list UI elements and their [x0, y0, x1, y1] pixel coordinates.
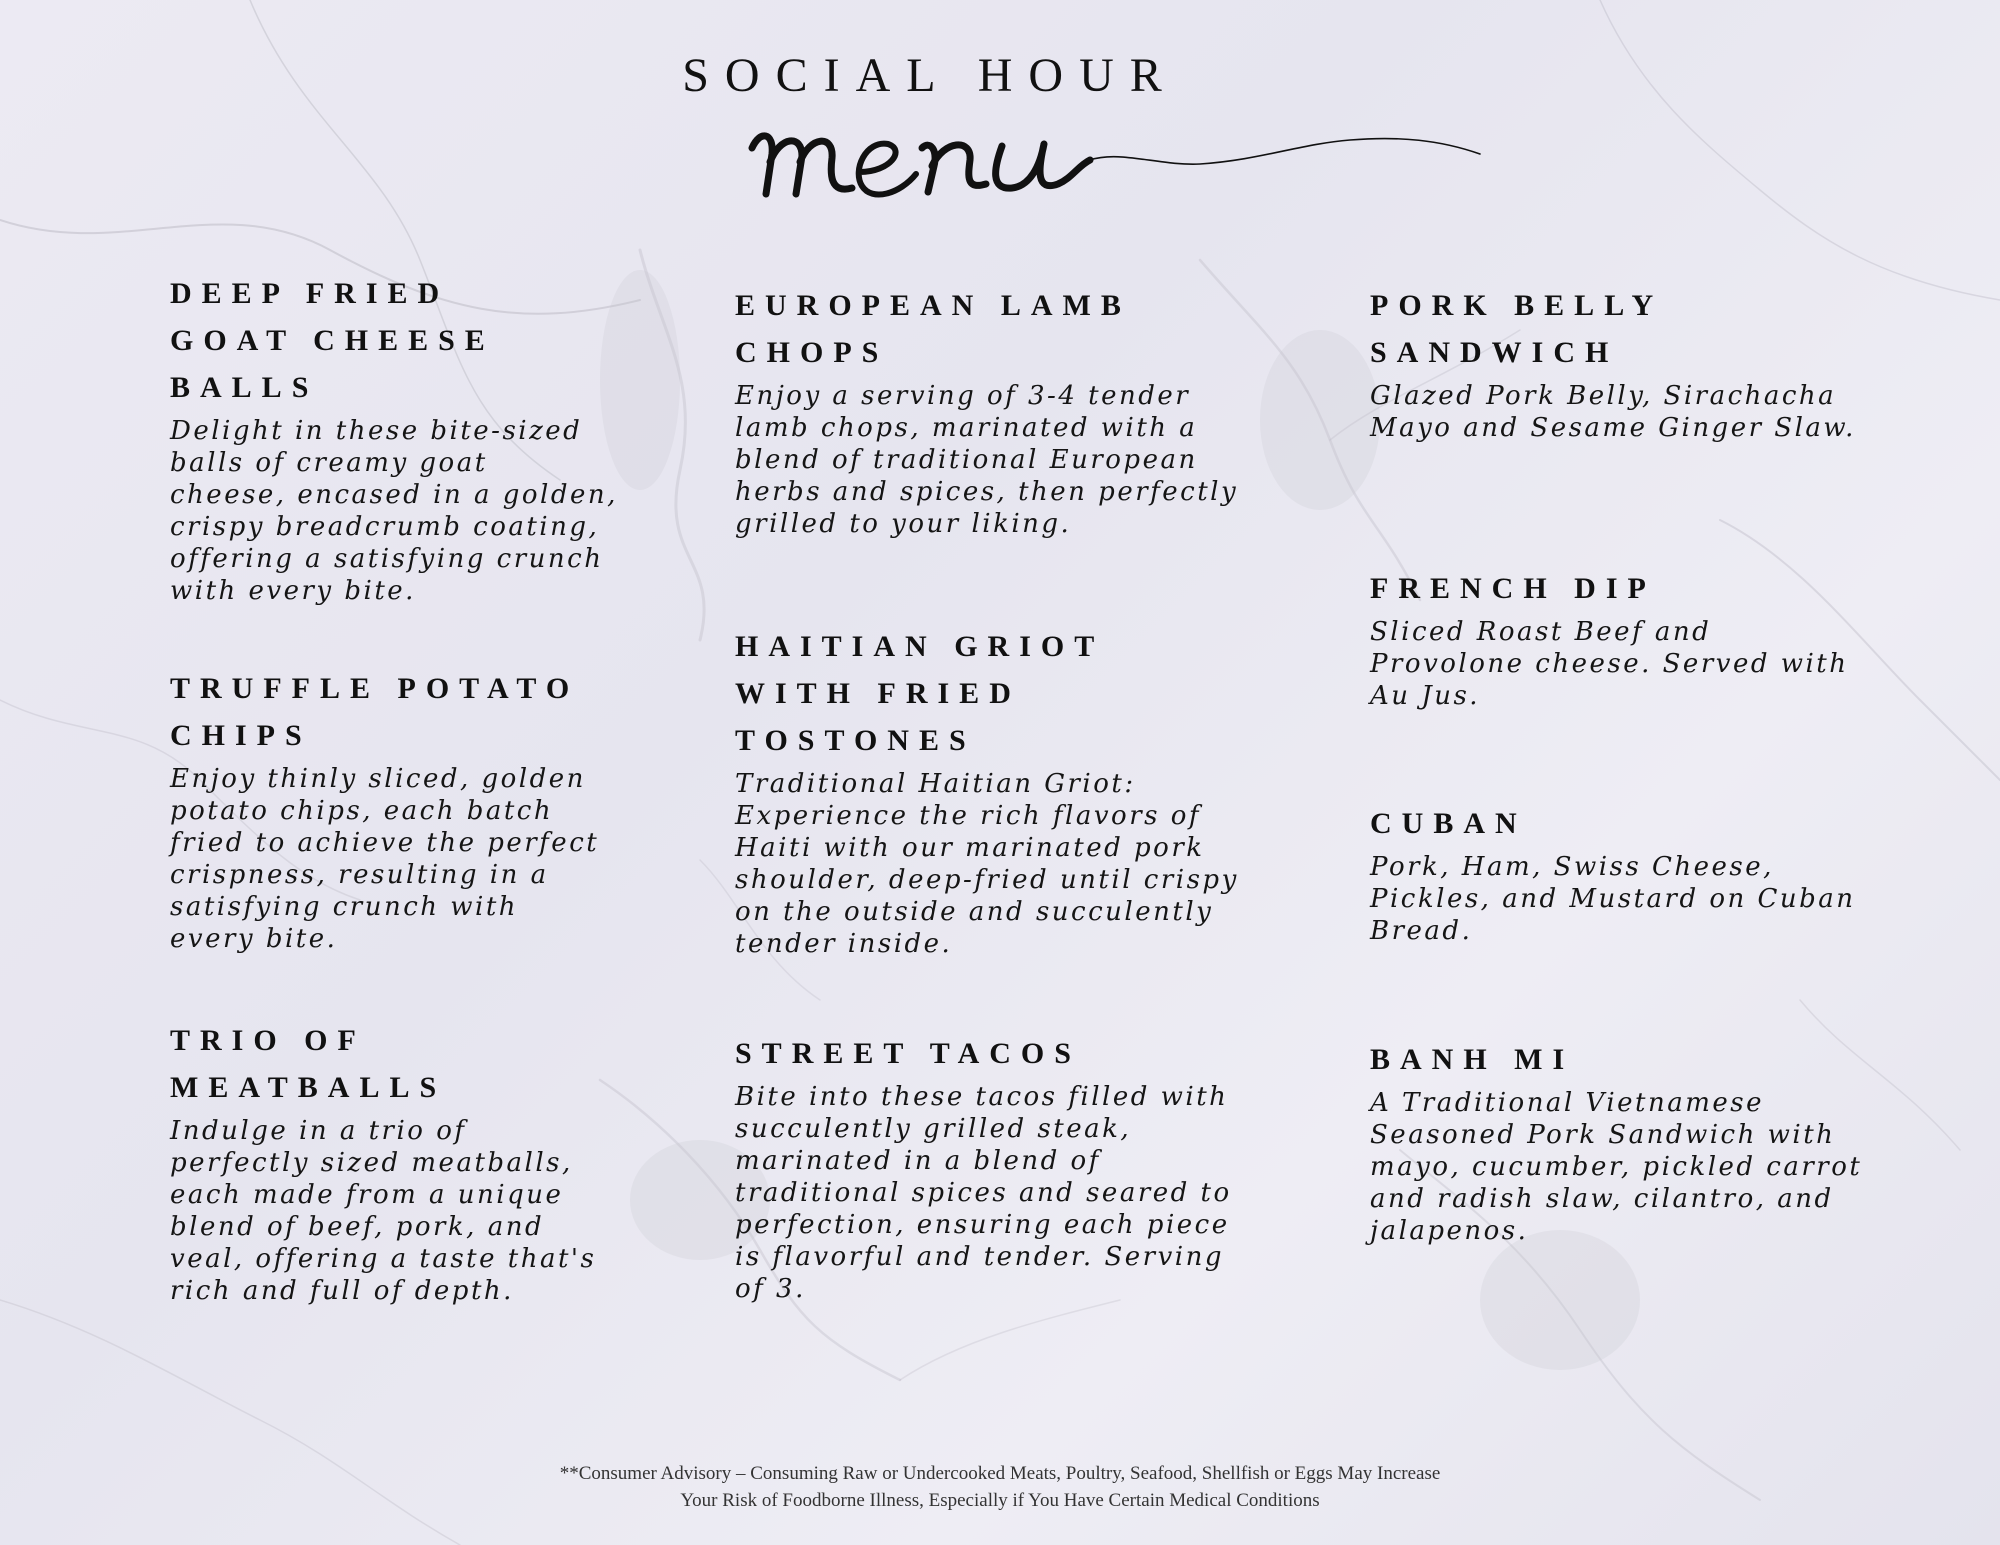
menu-item-name: BANH MI — [1370, 1043, 1575, 1076]
menu-item — [735, 1030, 1232, 1305]
menu-item-description: Pork, Ham, Swiss Cheese, Pickles, and Mustard on Cuban Bread. — [1370, 852, 1856, 946]
menu-item-name: CUBAN — [1370, 807, 1527, 840]
menu-item — [1370, 282, 1856, 444]
menu-item-name: HAITIAN GRIOT WITH FRIED TOSTONES — [735, 630, 1105, 757]
menu-item — [735, 282, 1238, 540]
menu-item-name: EUROPEAN LAMB CHOPS — [735, 289, 1131, 369]
menu-item — [1370, 800, 1856, 947]
menu-item-name: STREET TACOS — [735, 1037, 1081, 1070]
menu-item — [1370, 1036, 1862, 1247]
menu-item — [170, 1017, 596, 1307]
menu-item-description: Bite into these tacos filled with succulently grilled steak, marinated in a blend of traditional spices and seared to perfection, ensuring each piece is flavorful and tender. Serving of 3. — [735, 1082, 1232, 1304]
menu-item-description: Glazed Pork Belly, Sirachacha Mayo and Sesame Ginger Slaw. — [1370, 381, 1856, 443]
menu-item-description: Indulge in a trio of perfectly sized meatballs, each made from a unique blend of beef, pork, and veal, offering a taste that's rich and full of depth. — [170, 1116, 597, 1306]
menu-item-description: A Traditional Vietnamese Seasoned Pork Sandwich with mayo, cucumber, pickled carrot and radish slaw, cilantro, and jalapenos. — [1370, 1088, 1863, 1246]
menu-item — [170, 270, 618, 607]
menu-item-description: Sliced Roast Beef and Provolone cheese. Served with Au Jus. — [1370, 617, 1849, 711]
menu-item — [170, 665, 599, 955]
menu-item-description: Traditional Haitian Griot: Experience the rich flavors of Haiti with our marinated pork shoulder, deep-fried until crispy on the outside and succulently tender inside. — [735, 769, 1239, 959]
menu-item — [735, 623, 1239, 960]
consumer-advisory: **Consumer Advisory – Consuming Raw or Undercooked Meats, Poultry, Seafood, Shellfish or Eggs May Increase Your Risk of Foodborne Illness, Especially if You Have Certain Medical Conditions — [559, 1463, 1441, 1511]
menu-item-description: Enjoy thinly sliced, golden potato chips, each batch fried to achieve the perfect crispness, resulting in a satisfying crunch with every bite. — [170, 764, 600, 954]
menu-item-name: TRUFFLE POTATO CHIPS — [170, 672, 580, 752]
menu-item-description: Enjoy a serving of 3-4 tender lamb chops, marinated with a blend of traditional European herbs and spices, then perfectly grilled to your liking. — [735, 381, 1239, 539]
menu-script-logo — [740, 110, 1520, 230]
menu-item-name: DEEP FRIED GOAT CHEESE BALLS — [170, 277, 495, 404]
menu-item-name: TRIO OF MEATBALLS — [170, 1024, 447, 1104]
menu-item-description: Delight in these bite-sized balls of creamy goat cheese, encased in a golden, crispy breadcrumb coating, offering a satisfying crunch with every bite. — [170, 416, 618, 606]
menu-item-name: FRENCH DIP — [1370, 572, 1656, 605]
menu-heading: SOCIAL HOUR — [682, 49, 1178, 102]
menu-item-name: PORK BELLY SANDWICH — [1370, 289, 1664, 369]
menu-item — [1370, 565, 1849, 712]
